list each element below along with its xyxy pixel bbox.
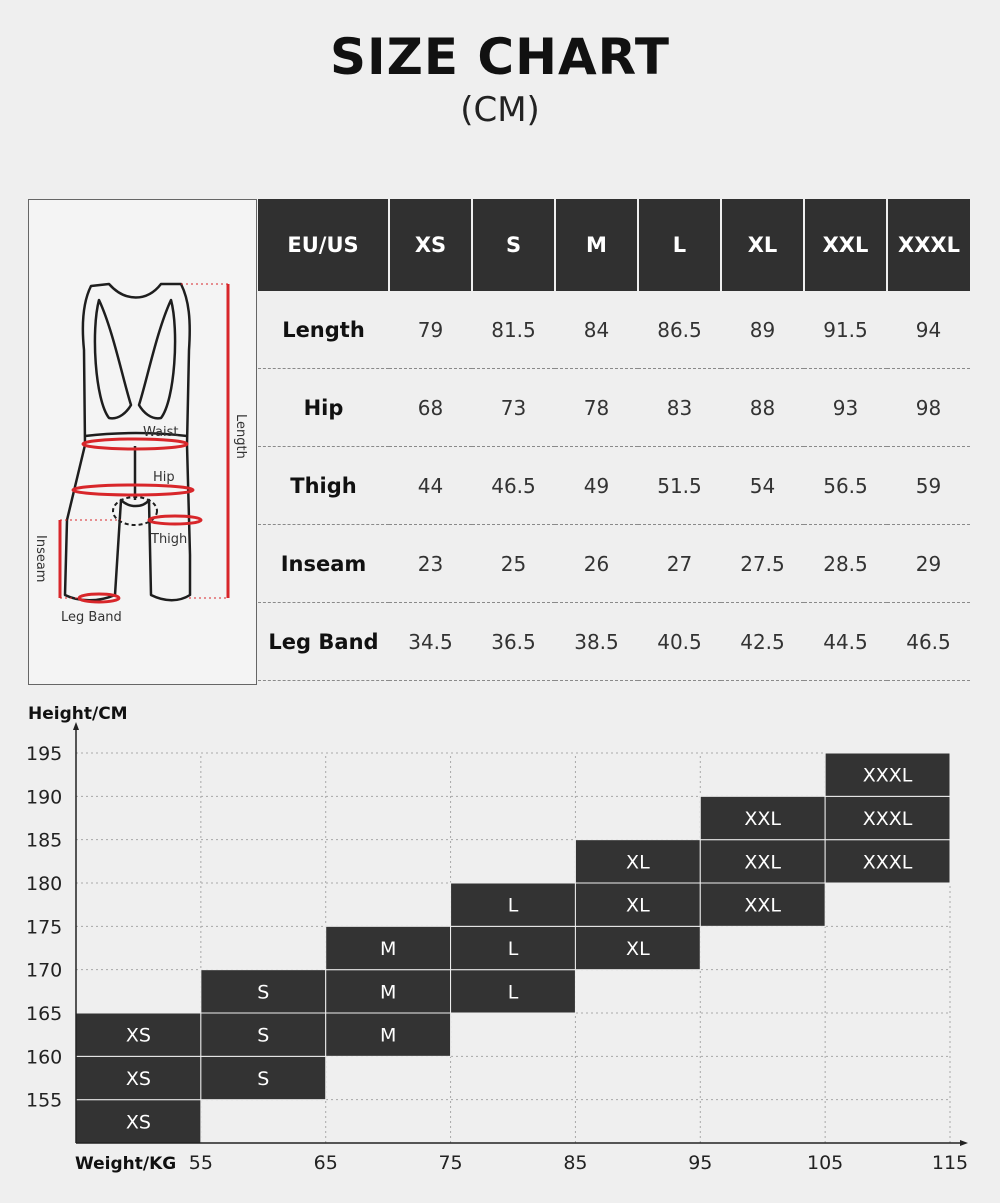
size-cell-label: M bbox=[379, 1024, 397, 1047]
table-cell: 23 bbox=[389, 525, 472, 603]
size-cell-label: XS bbox=[125, 1111, 151, 1134]
x-tick-label: 105 bbox=[807, 1152, 844, 1174]
leg-band-measure-line bbox=[79, 594, 119, 602]
measurement-table bbox=[258, 199, 970, 681]
x-axis-title: Weight/KG bbox=[75, 1154, 177, 1174]
table-cell: 81.5 bbox=[472, 291, 555, 369]
table-cell: 56.5 bbox=[804, 447, 887, 525]
y-axis-title: Height/CM bbox=[28, 704, 128, 724]
y-tick-label: 175 bbox=[26, 916, 63, 939]
x-tick-label: 75 bbox=[438, 1152, 463, 1174]
bib-shorts-illustration bbox=[29, 200, 258, 686]
y-tick-label: 155 bbox=[26, 1089, 63, 1112]
table-cell: 73 bbox=[472, 369, 555, 447]
row-label: Length bbox=[258, 291, 389, 369]
table-cell: 44.5 bbox=[804, 603, 887, 681]
size-header: XS bbox=[389, 199, 472, 291]
table-cell: 94 bbox=[887, 291, 970, 369]
x-tick-label: 65 bbox=[313, 1152, 338, 1174]
table-cell: 86.5 bbox=[638, 291, 721, 369]
size-header: M bbox=[555, 199, 638, 291]
size-cell-label: XS bbox=[125, 1024, 151, 1047]
y-tick-label: 195 bbox=[26, 743, 63, 765]
y-tick-label: 185 bbox=[26, 829, 63, 852]
x-tick-label: 115 bbox=[931, 1152, 969, 1174]
table-cell: 40.5 bbox=[638, 603, 721, 681]
row-label: Inseam bbox=[258, 525, 389, 603]
y-tick-label: 180 bbox=[26, 873, 63, 895]
table-cell: 68 bbox=[389, 369, 472, 447]
size-cell-label: M bbox=[379, 981, 397, 1004]
table-cell: 91.5 bbox=[804, 291, 887, 369]
size-header: XL bbox=[721, 199, 804, 291]
size-header: S bbox=[472, 199, 555, 291]
page-title: SIZE CHART bbox=[329, 28, 671, 86]
bib-shorts-figure bbox=[28, 199, 257, 685]
table-cell: 84 bbox=[555, 291, 638, 369]
table-cell: 98 bbox=[887, 369, 970, 447]
thigh-measure-line bbox=[149, 516, 201, 524]
inseam-label: Inseam bbox=[33, 535, 48, 583]
table-cell: 78 bbox=[555, 369, 638, 447]
size-cell-label: XXL bbox=[744, 808, 782, 830]
page-subtitle: (CM) bbox=[460, 90, 540, 130]
table-cell: 54 bbox=[721, 447, 804, 525]
table-header-row bbox=[258, 199, 970, 291]
table-cell: 25 bbox=[472, 525, 555, 603]
size-cell-label: L bbox=[507, 981, 519, 1004]
size-cell-label: L bbox=[507, 894, 519, 917]
size-header: XXL bbox=[804, 199, 887, 291]
height-weight-chart bbox=[0, 690, 1000, 1190]
x-tick-label: 55 bbox=[188, 1152, 213, 1174]
leg-band-label: Leg Band bbox=[61, 610, 122, 625]
size-cell-label: XXL bbox=[744, 894, 782, 917]
x-tick-label: 85 bbox=[563, 1152, 588, 1174]
waist-label: Waist bbox=[143, 425, 179, 440]
size-cell-label: S bbox=[257, 1068, 270, 1090]
x-axis-arrow-icon bbox=[960, 1140, 968, 1146]
size-cell-label: L bbox=[507, 938, 519, 960]
table-cell: 49 bbox=[555, 447, 638, 525]
thigh-label: Thigh bbox=[151, 532, 188, 547]
y-tick-label: 165 bbox=[26, 1003, 63, 1025]
size-cell-label: XXL bbox=[744, 851, 782, 874]
size-cell-label: XXXL bbox=[862, 851, 913, 874]
table-cell: 34.5 bbox=[389, 603, 472, 681]
table-cell: 46.5 bbox=[887, 603, 970, 681]
table-row bbox=[258, 447, 970, 525]
table-cell: 83 bbox=[638, 369, 721, 447]
row-label: Hip bbox=[258, 369, 389, 447]
size-cell-label: XL bbox=[626, 851, 650, 874]
table-row bbox=[258, 525, 970, 603]
table-cell: 44 bbox=[389, 447, 472, 525]
size-cell-label: S bbox=[257, 981, 270, 1004]
y-tick-label: 160 bbox=[26, 1046, 63, 1069]
row-label: Leg Band bbox=[258, 603, 389, 681]
table-row bbox=[258, 291, 970, 369]
table-row bbox=[258, 369, 970, 447]
chart-cells bbox=[76, 753, 950, 1143]
row-label: Thigh bbox=[258, 447, 389, 525]
table-cell: 27.5 bbox=[721, 525, 804, 603]
table-cell: 88 bbox=[721, 369, 804, 447]
waist-measure-line bbox=[83, 439, 187, 449]
table-corner-header: EU/US bbox=[258, 199, 389, 291]
table-cell: 59 bbox=[887, 447, 970, 525]
table-cell: 42.5 bbox=[721, 603, 804, 681]
size-cell-label: XXXL bbox=[862, 764, 913, 787]
x-tick-label: 95 bbox=[688, 1152, 713, 1174]
table-cell: 36.5 bbox=[472, 603, 555, 681]
table-cell: 28.5 bbox=[804, 525, 887, 603]
table-cell: 38.5 bbox=[555, 603, 638, 681]
table-cell: 27 bbox=[638, 525, 721, 603]
table-cell: 93 bbox=[804, 369, 887, 447]
table-cell: 79 bbox=[389, 291, 472, 369]
table-cell: 26 bbox=[555, 525, 638, 603]
y-tick-label: 170 bbox=[26, 959, 63, 982]
table-cell: 46.5 bbox=[472, 447, 555, 525]
size-cell-label: M bbox=[379, 938, 397, 960]
size-header: L bbox=[638, 199, 721, 291]
table-cell: 29 bbox=[887, 525, 970, 603]
size-cell-label: XXXL bbox=[862, 808, 913, 830]
y-tick-label: 190 bbox=[26, 786, 63, 809]
size-cell-label: XL bbox=[626, 938, 650, 960]
length-label: Length bbox=[233, 414, 248, 459]
size-header: XXXL bbox=[887, 199, 970, 291]
table-cell: 51.5 bbox=[638, 447, 721, 525]
size-cell-label: XL bbox=[626, 894, 650, 917]
table-cell: 89 bbox=[721, 291, 804, 369]
size-cell-label: S bbox=[257, 1024, 270, 1047]
hip-measure-line bbox=[73, 485, 193, 495]
table-row bbox=[258, 603, 970, 681]
size-cell-label: XS bbox=[125, 1068, 151, 1090]
hip-label: Hip bbox=[153, 470, 175, 485]
